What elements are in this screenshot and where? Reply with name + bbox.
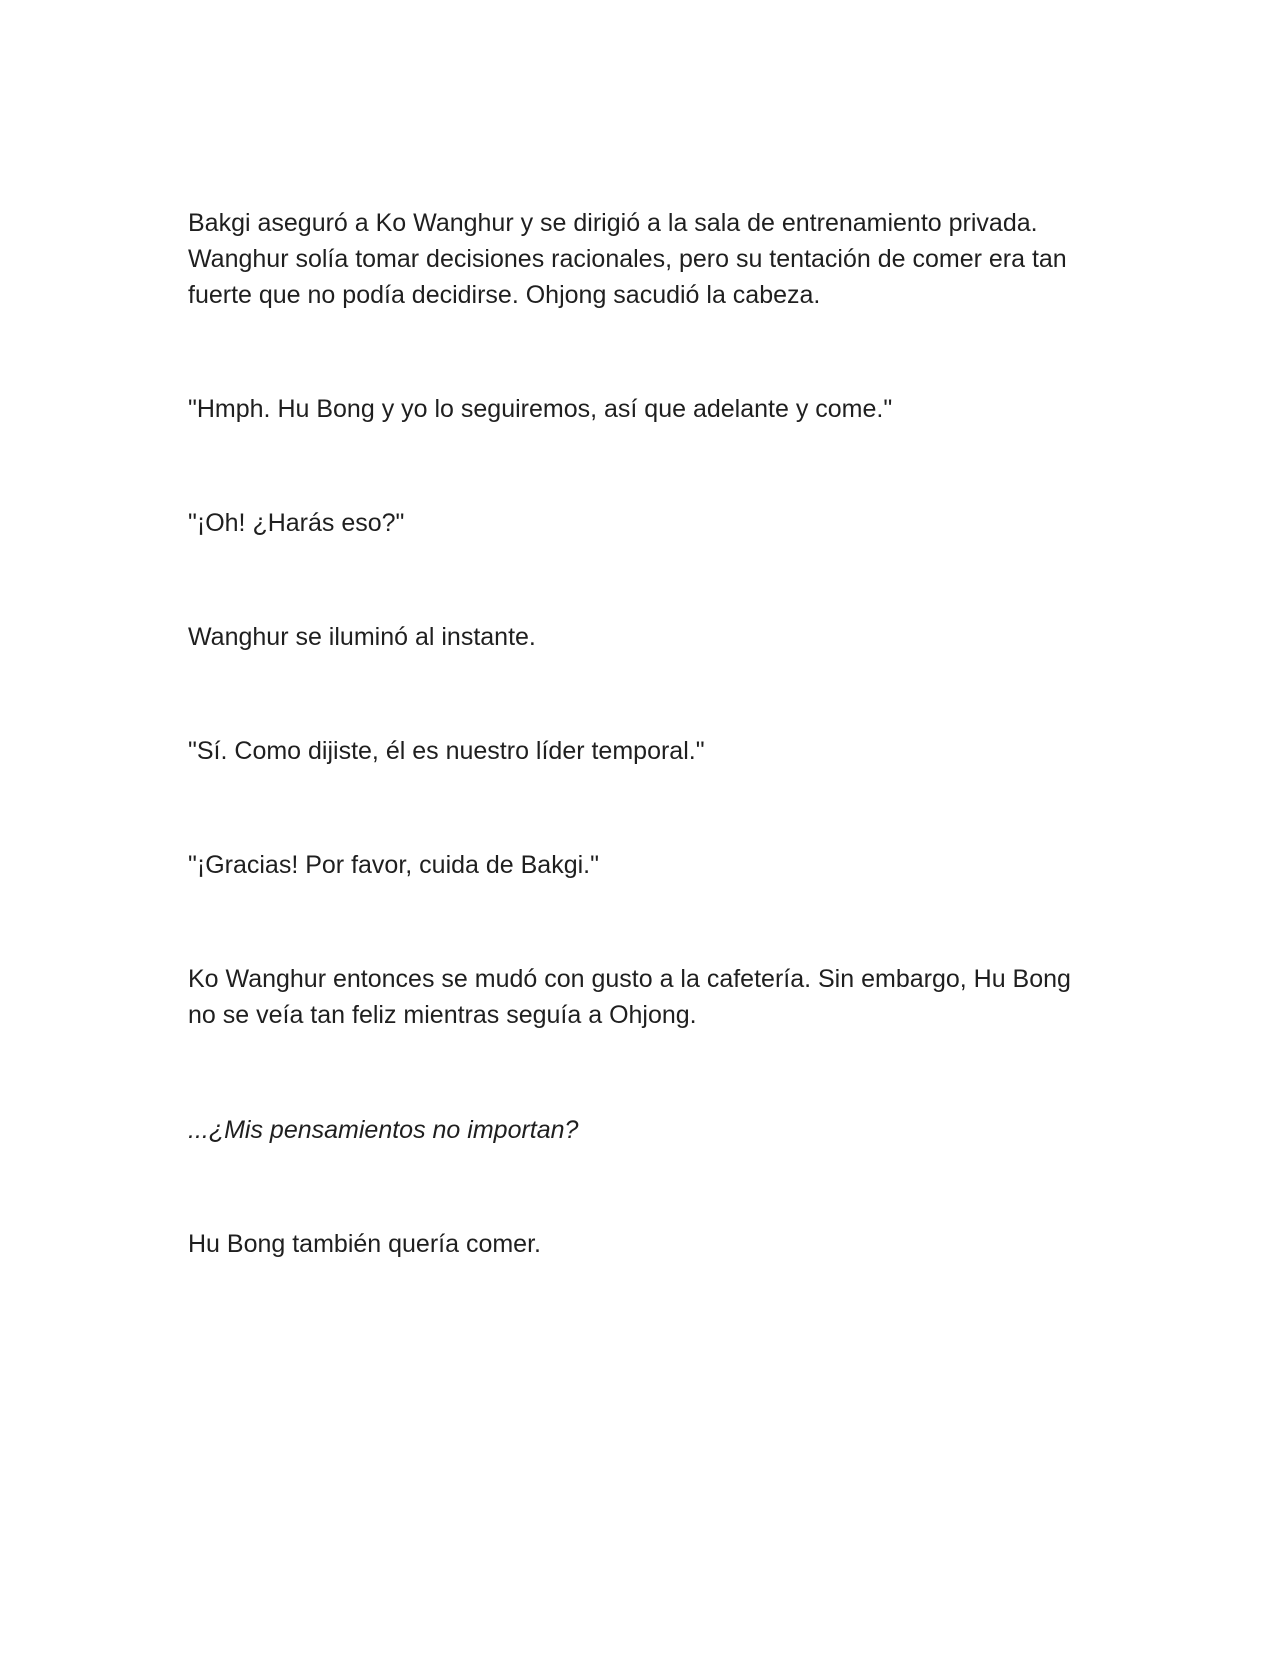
paragraph-thought: ...¿Mis pensamientos no importan? [188, 1116, 579, 1144]
paragraph-narration: Bakgi aseguró a Ko Wanghur y se dirigió a la sala de entrenamiento privada. Wanghur solía tomar decisiones racionales, pero su tentación de comer era tan fuerte que no podía decidirse. Ohjong sacudió la cabeza. [188, 209, 1067, 309]
paragraph-narration: Ko Wanghur entonces se mudó con gusto a la cafetería. Sin embargo, Hu Bong no se veía tan feliz mientras seguía a Ohjong. [188, 965, 1071, 1029]
paragraph-dialogue: "¡Gracias! Por favor, cuida de Bakgi." [188, 851, 599, 879]
paragraph-narration: Wanghur se iluminó al instante. [188, 623, 536, 651]
paragraph-narration: Hu Bong también quería comer. [188, 1230, 541, 1258]
paragraph-dialogue: "Hmph. Hu Bong y yo lo seguiremos, así que adelante y come." [188, 395, 893, 423]
paragraph-dialogue: "¡Oh! ¿Harás eso?" [188, 509, 405, 537]
paragraph-dialogue: "Sí. Como dijiste, él es nuestro líder temporal." [188, 737, 705, 765]
